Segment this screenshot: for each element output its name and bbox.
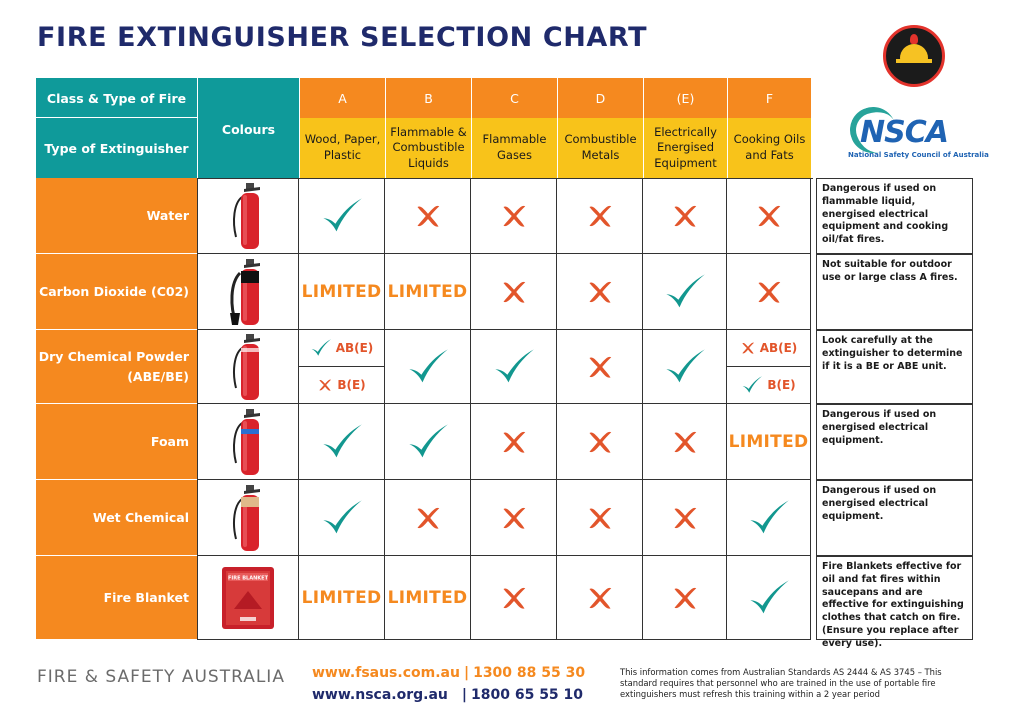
check-icon [747, 496, 791, 540]
note-1: Not suitable for outdoor use or large class A fires. [816, 254, 973, 330]
cross-icon [499, 201, 529, 231]
rating-cell-4-0 [299, 480, 385, 556]
extinguisher-type-0 [36, 178, 197, 254]
class-letter-4 [643, 78, 727, 118]
rating-cell-1-0 [299, 254, 385, 330]
footer-contacts: www.fsaus.com.au | 1300 88 55 30 www.nsca.org.au | 1800 65 55 10 [312, 665, 586, 703]
cross-icon [670, 583, 700, 613]
cross-icon [413, 503, 443, 533]
cross-icon [317, 377, 333, 393]
split-bottom [727, 367, 810, 403]
check-icon [663, 270, 707, 314]
colour-cell-5 [197, 556, 299, 640]
extinguisher-type-label: Water [146, 207, 189, 223]
rating-cell-3-5 [727, 404, 811, 480]
rating-cell-2-0 [299, 330, 385, 404]
extinguisher-icon [226, 257, 270, 327]
flame-icon [910, 34, 918, 44]
extinguisher-type-1 [36, 254, 197, 330]
extinguisher-type-3 [36, 404, 197, 480]
rating-cell-1-2 [471, 254, 557, 330]
fire-blanket-icon [220, 565, 276, 631]
cross-icon [754, 277, 784, 307]
rating-cell-0-5 [727, 178, 811, 254]
extinguisher-type-5 [36, 556, 197, 640]
note-2: Look carefully at the extinguisher to determine if it is a BE or ABE unit. [816, 330, 973, 404]
split-top [299, 330, 384, 367]
note-3: Dangerous if used on energised electrical equipment. [816, 404, 973, 480]
rating-cell-4-3 [557, 480, 643, 556]
check-icon [320, 194, 364, 238]
cross-icon [585, 427, 615, 457]
extinguisher-icon [226, 332, 270, 402]
split-top-label: AB(E) [335, 341, 374, 355]
header-class-type-label: Class & Type of Fire [46, 90, 187, 106]
rating-cell-5-1 [385, 556, 471, 640]
class-letter-label: (E) [676, 90, 695, 106]
rating-cell-0-1 [385, 178, 471, 254]
cross-icon [670, 201, 700, 231]
extinguisher-type-2 [36, 330, 197, 404]
rating-cell-0-3 [557, 178, 643, 254]
class-letter-2 [471, 78, 557, 118]
split-bottom [299, 367, 384, 403]
split-bottom-mark [741, 374, 795, 396]
rating-cell-5-4 [643, 556, 727, 640]
extinguisher-type-4 [36, 480, 197, 556]
class-letter-3 [557, 78, 643, 118]
cross-icon [740, 340, 756, 356]
footer-disclaimer: This information comes from Australian Standards AS 2444 & AS 3745 – This standard requires that personnel who are trained in the use of portable fire extinguishers must refresh this training within a 2 year period [620, 667, 942, 699]
header-colours-label: Colours [221, 122, 276, 137]
rating-cell-4-4 [643, 480, 727, 556]
rating-cell-2-4 [643, 330, 727, 404]
note-4: Dangerous if used on energised electrical equipment. [816, 480, 973, 556]
extinguisher-type-label: Carbon Dioxide (C02) [39, 283, 189, 299]
rating-cell-1-4 [643, 254, 727, 330]
colour-cell-4 [197, 480, 299, 556]
class-desc-label: Cooking Oils and Fats [733, 132, 806, 162]
class-desc-label: Flammable & Combustible Liquids [390, 124, 467, 170]
limited-label: LIMITED [301, 587, 382, 608]
rating-cell-3-4 [643, 404, 727, 480]
check-icon [320, 496, 364, 540]
class-desc-2 [471, 118, 557, 178]
extinguisher-icon [226, 181, 270, 251]
rating-cell-5-3 [557, 556, 643, 640]
rating-cell-5-2 [471, 556, 557, 640]
header-type-extinguisher-label: Type of Extinguisher [44, 140, 189, 156]
rating-cell-3-3 [557, 404, 643, 480]
colour-cell-3 [197, 404, 299, 480]
rating-cell-3-2 [471, 404, 557, 480]
note-5: Fire Blankets effective for oil and fat fires within saucepans and are effective for extinguishing clothes that catch on fire. (Ensure you replace after every use). [816, 556, 973, 640]
extinguisher-type-label: Wet Chemical [92, 509, 189, 525]
class-desc-4 [643, 118, 727, 178]
class-letter-label: B [424, 90, 433, 106]
rating-cell-4-5 [727, 480, 811, 556]
cross-icon [670, 427, 700, 457]
page-title: FIRE EXTINGUISHER SELECTION CHART [37, 22, 648, 53]
nsca-website-link[interactable]: www.nsca.org.au [312, 686, 448, 703]
cross-icon [670, 503, 700, 533]
limited-label: LIMITED [387, 587, 468, 608]
limited-label: LIMITED [728, 431, 809, 452]
check-icon [741, 374, 763, 396]
class-letter-label: A [338, 90, 347, 106]
class-letter-1 [385, 78, 471, 118]
split-top [727, 330, 810, 367]
header-class-type [36, 78, 197, 118]
rating-cell-0-0 [299, 178, 385, 254]
check-icon [492, 345, 536, 389]
class-letter-5 [727, 78, 811, 118]
rating-cell-1-5 [727, 254, 811, 330]
class-desc-5 [727, 118, 811, 178]
rating-cell-3-1 [385, 404, 471, 480]
extinguisher-type-label: Dry Chemical Powder (ABE/BE) [38, 348, 189, 384]
class-letter-label: F [765, 90, 774, 106]
class-desc-0 [299, 118, 385, 178]
cross-icon [585, 352, 615, 382]
cross-icon [585, 583, 615, 613]
nsca-phone: 1800 65 55 10 [471, 686, 584, 703]
rating-cell-1-3 [557, 254, 643, 330]
class-desc-3 [557, 118, 643, 178]
extinguisher-icon [226, 483, 270, 553]
split-bottom-mark [317, 377, 365, 393]
cross-icon [499, 427, 529, 457]
class-desc-label: Flammable Gases [482, 132, 547, 162]
colour-cell-1 [197, 254, 299, 330]
header-type-extinguisher [36, 118, 197, 178]
colour-cell-2 [197, 330, 299, 404]
fsa-logo [883, 25, 945, 87]
split-bottom-label: B(E) [767, 378, 796, 392]
rating-cell-2-3 [557, 330, 643, 404]
rating-cell-1-1 [385, 254, 471, 330]
cross-icon [499, 277, 529, 307]
extinguisher-type-label: Foam [150, 433, 189, 449]
extinguisher-type-label: Fire Blanket [103, 589, 189, 605]
cross-icon [585, 277, 615, 307]
rating-cell-2-5 [727, 330, 811, 404]
rating-cell-4-1 [385, 480, 471, 556]
note-0: Dangerous if used on flammable liquid, energised electrical equipment and cooking oil/fat fires. [816, 178, 973, 254]
header-colours [197, 78, 299, 178]
check-icon [406, 345, 450, 389]
header-divider [36, 117, 197, 118]
cross-icon [585, 201, 615, 231]
class-desc-label: Wood, Paper, Plastic [304, 132, 381, 162]
cross-icon [413, 201, 443, 231]
helmet-icon [900, 44, 928, 60]
split-top-mark [310, 337, 374, 359]
class-desc-label: Electrically Energised Equipment [654, 124, 717, 170]
cross-icon [499, 503, 529, 533]
check-icon [663, 345, 707, 389]
check-icon [406, 420, 450, 464]
class-desc-1 [385, 118, 471, 178]
rating-cell-2-1 [385, 330, 471, 404]
footer-brand: FIRE & SAFETY AUSTRALIA [37, 667, 285, 687]
extinguisher-icon [226, 407, 270, 477]
limited-label: LIMITED [387, 281, 468, 302]
rating-cell-0-4 [643, 178, 727, 254]
rating-cell-0-2 [471, 178, 557, 254]
cross-icon [585, 503, 615, 533]
rating-cell-5-0 [299, 556, 385, 640]
check-icon [320, 420, 364, 464]
cross-icon [754, 201, 784, 231]
class-desc-label: Combustible Metals [564, 132, 637, 162]
rating-cell-4-2 [471, 480, 557, 556]
split-bottom-label: B(E) [337, 378, 366, 392]
split-top-label: AB(E) [759, 341, 798, 355]
class-letter-label: D [595, 90, 606, 106]
fsa-website-link[interactable]: www.fsaus.com.au [312, 665, 460, 681]
limited-label: LIMITED [301, 281, 382, 302]
rating-cell-5-5 [727, 556, 811, 640]
fire-blanket-label: FIRE BLANKET [227, 575, 269, 581]
check-icon [310, 337, 332, 359]
class-letter-0 [299, 78, 385, 118]
fsa-phone: 1300 88 55 30 [473, 665, 586, 681]
colour-cell-0 [197, 178, 299, 254]
rating-cell-3-0 [299, 404, 385, 480]
cross-icon [499, 583, 529, 613]
rating-cell-2-2 [471, 330, 557, 404]
grid-top-border [197, 178, 813, 179]
nsca-logo: NSCA National Safety Council of Australia [848, 105, 978, 165]
split-top-mark [740, 340, 798, 356]
check-icon [747, 576, 791, 620]
class-letter-label: C [510, 90, 519, 106]
